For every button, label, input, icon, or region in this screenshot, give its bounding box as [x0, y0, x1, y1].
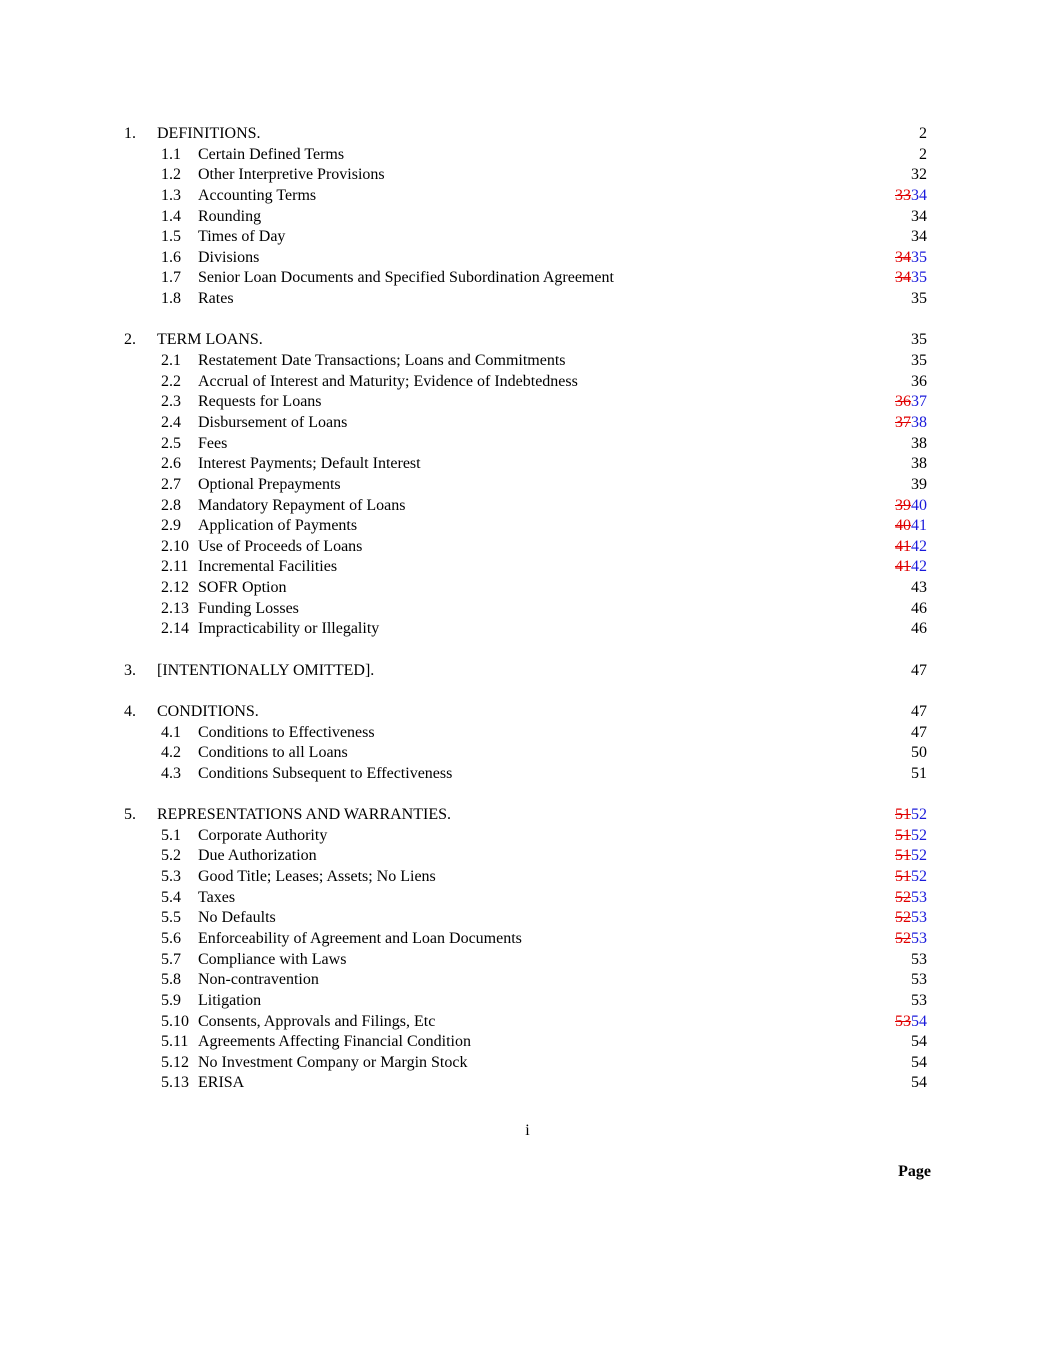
toc-subsection-entry [0, 1032, 1055, 1053]
toc-subsection-entry [0, 537, 1055, 558]
toc-entry-title: Other Interpretive Provisions [198, 166, 385, 184]
toc-entry-page [895, 392, 927, 413]
toc-entry-page: 38 [911, 455, 927, 473]
toc-entry-number: 1.4 [161, 207, 181, 225]
toc-entry-number: 5.10 [161, 1012, 189, 1030]
toc-entry-number: 1. [124, 125, 136, 142]
inserted-page-number: 52 [911, 806, 927, 824]
toc-entry-number: 1.3 [161, 186, 181, 204]
toc-section-entry [0, 805, 1055, 826]
toc-subsection-entry [0, 826, 1055, 847]
toc-subsection-entry [0, 186, 1055, 207]
deleted-page-number: 51 [895, 806, 911, 824]
toc-entry-page [895, 516, 927, 537]
toc-entry-number: 5.2 [161, 847, 181, 865]
toc-spacer [0, 640, 1055, 661]
toc-entry-number: 2.8 [161, 496, 181, 514]
deleted-page-number: 52 [895, 929, 911, 947]
toc-subsection-entry [0, 1012, 1055, 1033]
toc-entry-number: 5.12 [161, 1053, 189, 1071]
deleted-page-number: 41 [895, 558, 911, 576]
inserted-page-number: 38 [911, 413, 927, 431]
deleted-page-number: 37 [895, 413, 911, 431]
toc-subsection-entry [0, 372, 1055, 393]
toc-subsection-entry [0, 888, 1055, 909]
toc-entry-title: [INTENTIONALLY OMITTED]. [157, 661, 375, 679]
toc-entry-page: 46 [911, 599, 927, 617]
toc-entry-number: 2.1 [161, 352, 181, 370]
toc-spacer [0, 310, 1055, 331]
toc-entry-page: 35 [911, 290, 927, 308]
toc-entry-title: Enforceability of Agreement and Loan Documents [198, 929, 522, 947]
toc-subsection-entry [0, 1053, 1055, 1074]
toc-subsection-entry [0, 227, 1055, 248]
toc-entry-page: 39 [911, 475, 927, 493]
toc-entry-number: 1.2 [161, 166, 181, 184]
toc-entry-title: Interest Payments; Default Interest [198, 455, 421, 473]
inserted-page-number: 52 [911, 847, 927, 865]
toc-entry-number: 5.3 [161, 868, 181, 886]
toc-subsection-entry [0, 454, 1055, 475]
toc-entry-number: 5.1 [161, 826, 181, 844]
toc-subsection-entry [0, 516, 1055, 537]
toc-entry-number: 1.1 [161, 145, 181, 163]
inserted-page-number: 34 [911, 186, 927, 204]
toc-entry-number: 2. [124, 331, 136, 349]
toc-subsection-entry [0, 723, 1055, 744]
toc-subsection-entry [0, 496, 1055, 517]
inserted-page-number: 37 [911, 393, 927, 411]
toc-entry-title: Disbursement of Loans [198, 413, 348, 431]
toc-entry-page [895, 826, 927, 847]
deleted-page-number: 52 [895, 909, 911, 927]
deleted-page-number: 53 [895, 1012, 911, 1030]
toc-entry-number: 4.3 [161, 764, 181, 782]
inserted-page-number: 35 [911, 269, 927, 287]
toc-entry-number: 5. [124, 806, 136, 824]
toc-entry-title: Divisions [198, 248, 260, 266]
toc-subsection-entry [0, 908, 1055, 929]
toc-entry-page: 53 [911, 950, 927, 968]
toc-entry-title: Accrual of Interest and Maturity; Evidence of Indebtedness [198, 372, 578, 390]
toc-entry-page: 53 [911, 971, 927, 989]
inserted-page-number: 40 [911, 496, 927, 514]
toc-entry-page: 2 [919, 125, 927, 142]
toc-subsection-entry [0, 950, 1055, 971]
toc-spacer [0, 785, 1055, 806]
deleted-page-number: 52 [895, 888, 911, 906]
toc-subsection-entry [0, 475, 1055, 496]
toc-entry-title: Conditions to all Loans [198, 744, 348, 762]
inserted-page-number: 54 [911, 1012, 927, 1030]
toc-entry-number: 5.8 [161, 971, 181, 989]
toc-entry-page [895, 908, 927, 929]
toc-entry-title: Good Title; Leases; Assets; No Liens [198, 868, 436, 886]
inserted-page-number: 42 [911, 537, 927, 555]
toc-entry-title: SOFR Option [198, 579, 287, 597]
toc-entry-page: 53 [911, 991, 927, 1009]
toc-section-entry [0, 124, 1055, 145]
toc-entry-title: No Defaults [198, 909, 276, 927]
toc-entry-number: 2.9 [161, 517, 181, 535]
toc-subsection-entry [0, 846, 1055, 867]
toc-subsection-entry [0, 991, 1055, 1012]
deleted-page-number: 51 [895, 868, 911, 886]
toc-section-entry [0, 330, 1055, 351]
toc-entry-number: 2.10 [161, 537, 189, 555]
toc-entry-page: 51 [911, 764, 927, 782]
toc-entry-number: 2.6 [161, 455, 181, 473]
toc-entry-title: Fees [198, 434, 228, 452]
toc-subsection-entry [0, 351, 1055, 372]
toc-entry-number: 2.14 [161, 620, 189, 638]
deleted-page-number: 36 [895, 393, 911, 411]
toc-entry-title: Corporate Authority [198, 826, 328, 844]
toc-entry-number: 1.5 [161, 228, 181, 246]
toc-subsection-entry [0, 619, 1055, 640]
toc-entry-page: 50 [911, 744, 927, 762]
toc-subsection-entry [0, 268, 1055, 289]
toc-entry-title: Times of Day [198, 228, 286, 246]
toc-entry-page: 32 [911, 166, 927, 184]
toc-subsection-entry [0, 970, 1055, 991]
toc-entry-number: 2.13 [161, 599, 189, 617]
toc-entry-number: 5.9 [161, 991, 181, 1009]
toc-subsection-entry [0, 867, 1055, 888]
toc-entry-page [895, 867, 927, 888]
toc-subsection-entry [0, 929, 1055, 950]
toc-entry-number: 5.13 [161, 1074, 189, 1092]
inserted-page-number: 53 [911, 929, 927, 947]
toc-subsection-entry [0, 557, 1055, 578]
toc-entry-page [895, 1012, 927, 1033]
inserted-page-number: 53 [911, 888, 927, 906]
toc-subsection-entry [0, 743, 1055, 764]
toc-entry-title: Senior Loan Documents and Specified Subordination Agreement [198, 269, 614, 287]
toc-entry-page [895, 496, 927, 517]
toc-entry-number: 1.7 [161, 269, 181, 287]
toc-entry-title: Compliance with Laws [198, 950, 347, 968]
toc-entry-number: 2.2 [161, 372, 181, 390]
toc-entry-title: Restatement Date Transactions; Loans and Commitments [198, 352, 566, 370]
toc-entry-number: 5.6 [161, 929, 181, 947]
page-number: i [525, 1122, 530, 1139]
toc-entry-title: Incremental Facilities [198, 558, 338, 576]
toc-entry-page: 54 [911, 1053, 927, 1071]
toc-entry-page [895, 929, 927, 950]
deleted-page-number: 51 [895, 826, 911, 844]
inserted-page-number: 52 [911, 868, 927, 886]
deleted-page-number: 34 [895, 248, 911, 266]
toc-subsection-entry [0, 289, 1055, 310]
toc-entry-title: Due Authorization [198, 847, 317, 865]
deleted-page-number: 34 [895, 269, 911, 287]
page-column-label: Page [898, 1163, 931, 1180]
inserted-page-number: 35 [911, 248, 927, 266]
inserted-page-number: 52 [911, 826, 927, 844]
toc-entry-title: DEFINITIONS. [157, 125, 261, 142]
toc-entry-number: 1.8 [161, 290, 181, 308]
toc-subsection-entry [0, 207, 1055, 228]
toc-entry-title: Mandatory Repayment of Loans [198, 496, 406, 514]
toc-subsection-entry [0, 578, 1055, 599]
toc-entry-title: Consents, Approvals and Filings, Etc [198, 1012, 436, 1030]
toc-entry-page [895, 413, 927, 434]
toc-entry-title: Impracticability or Illegality [198, 620, 380, 638]
toc-entry-page: 47 [911, 661, 927, 679]
toc-entry-number: 2.5 [161, 434, 181, 452]
toc-entry-title: Application of Payments [198, 517, 358, 535]
toc-entry-title: Conditions to Effectiveness [198, 723, 375, 741]
table-of-contents [0, 124, 1055, 1094]
toc-entry-page [895, 557, 927, 578]
toc-subsection-entry [0, 764, 1055, 785]
toc-entry-title: Rounding [198, 207, 262, 225]
toc-spacer [0, 681, 1055, 702]
toc-entry-title: TERM LOANS. [157, 331, 263, 349]
toc-subsection-entry [0, 1073, 1055, 1094]
toc-entry-number: 1.6 [161, 248, 181, 266]
toc-entry-number: 5.7 [161, 950, 181, 968]
toc-entry-page [895, 268, 927, 289]
toc-subsection-entry [0, 599, 1055, 620]
inserted-page-number: 42 [911, 558, 927, 576]
toc-entry-number: 2.12 [161, 579, 189, 597]
deleted-page-number: 41 [895, 537, 911, 555]
toc-entry-page: 38 [911, 434, 927, 452]
toc-entry-page: 35 [911, 331, 927, 349]
toc-entry-number: 4.1 [161, 723, 181, 741]
toc-entry-page: 34 [911, 228, 927, 246]
toc-subsection-entry [0, 248, 1055, 269]
toc-subsection-entry [0, 165, 1055, 186]
toc-entry-page: 34 [911, 207, 927, 225]
deleted-page-number: 51 [895, 847, 911, 865]
toc-entry-title: Accounting Terms [198, 186, 317, 204]
toc-entry-page: 47 [911, 702, 927, 720]
toc-entry-number: 2.7 [161, 475, 181, 493]
toc-entry-title: REPRESENTATIONS AND WARRANTIES. [157, 806, 451, 824]
toc-entry-page: 35 [911, 352, 927, 370]
toc-entry-page [895, 846, 927, 867]
toc-entry-title: Litigation [198, 991, 262, 1009]
toc-entry-page [895, 186, 927, 207]
deleted-page-number: 39 [895, 496, 911, 514]
toc-entry-number: 5.11 [161, 1033, 189, 1051]
toc-entry-number: 4. [124, 702, 136, 720]
toc-entry-title: ERISA [198, 1074, 245, 1092]
toc-entry-title: Conditions Subsequent to Effectiveness [198, 764, 453, 782]
deleted-page-number: 33 [895, 186, 911, 204]
toc-entry-page: 54 [911, 1033, 927, 1051]
toc-entry-title: Agreements Affecting Financial Condition [198, 1033, 471, 1051]
toc-entry-page: 43 [911, 579, 927, 597]
toc-entry-title: Optional Prepayments [198, 475, 341, 493]
toc-subsection-entry [0, 434, 1055, 455]
toc-entry-title: No Investment Company or Margin Stock [198, 1053, 468, 1071]
toc-entry-number: 5.4 [161, 888, 181, 906]
toc-entry-page: 46 [911, 620, 927, 638]
inserted-page-number: 41 [911, 517, 927, 535]
inserted-page-number: 53 [911, 909, 927, 927]
toc-entry-number: 2.11 [161, 558, 189, 576]
toc-entry-title: Certain Defined Terms [198, 145, 345, 163]
toc-subsection-entry [0, 145, 1055, 166]
deleted-page-number: 40 [895, 517, 911, 535]
toc-entry-title: Rates [198, 290, 234, 308]
toc-subsection-entry [0, 392, 1055, 413]
toc-section-entry [0, 702, 1055, 723]
toc-entry-number: 2.4 [161, 413, 181, 431]
toc-entry-number: 3. [124, 661, 136, 679]
toc-entry-title: Use of Proceeds of Loans [198, 537, 363, 555]
toc-entry-page [895, 805, 927, 826]
toc-entry-page: 36 [911, 372, 927, 390]
toc-entry-title: Non-contravention [198, 971, 319, 989]
toc-entry-title: Taxes [198, 888, 236, 906]
toc-entry-page [895, 537, 927, 558]
toc-entry-page: 2 [919, 145, 927, 163]
toc-subsection-entry [0, 413, 1055, 434]
toc-entry-number: 5.5 [161, 909, 181, 927]
toc-entry-title: Funding Losses [198, 599, 299, 617]
toc-entry-page: 54 [911, 1074, 927, 1092]
toc-section-entry [0, 661, 1055, 682]
toc-entry-title: CONDITIONS. [157, 702, 259, 720]
toc-entry-page: 47 [911, 723, 927, 741]
toc-entry-page [895, 248, 927, 269]
toc-entry-number: 2.3 [161, 393, 181, 411]
toc-entry-title: Requests for Loans [198, 393, 322, 411]
toc-entry-number: 4.2 [161, 744, 181, 762]
toc-entry-page [895, 888, 927, 909]
